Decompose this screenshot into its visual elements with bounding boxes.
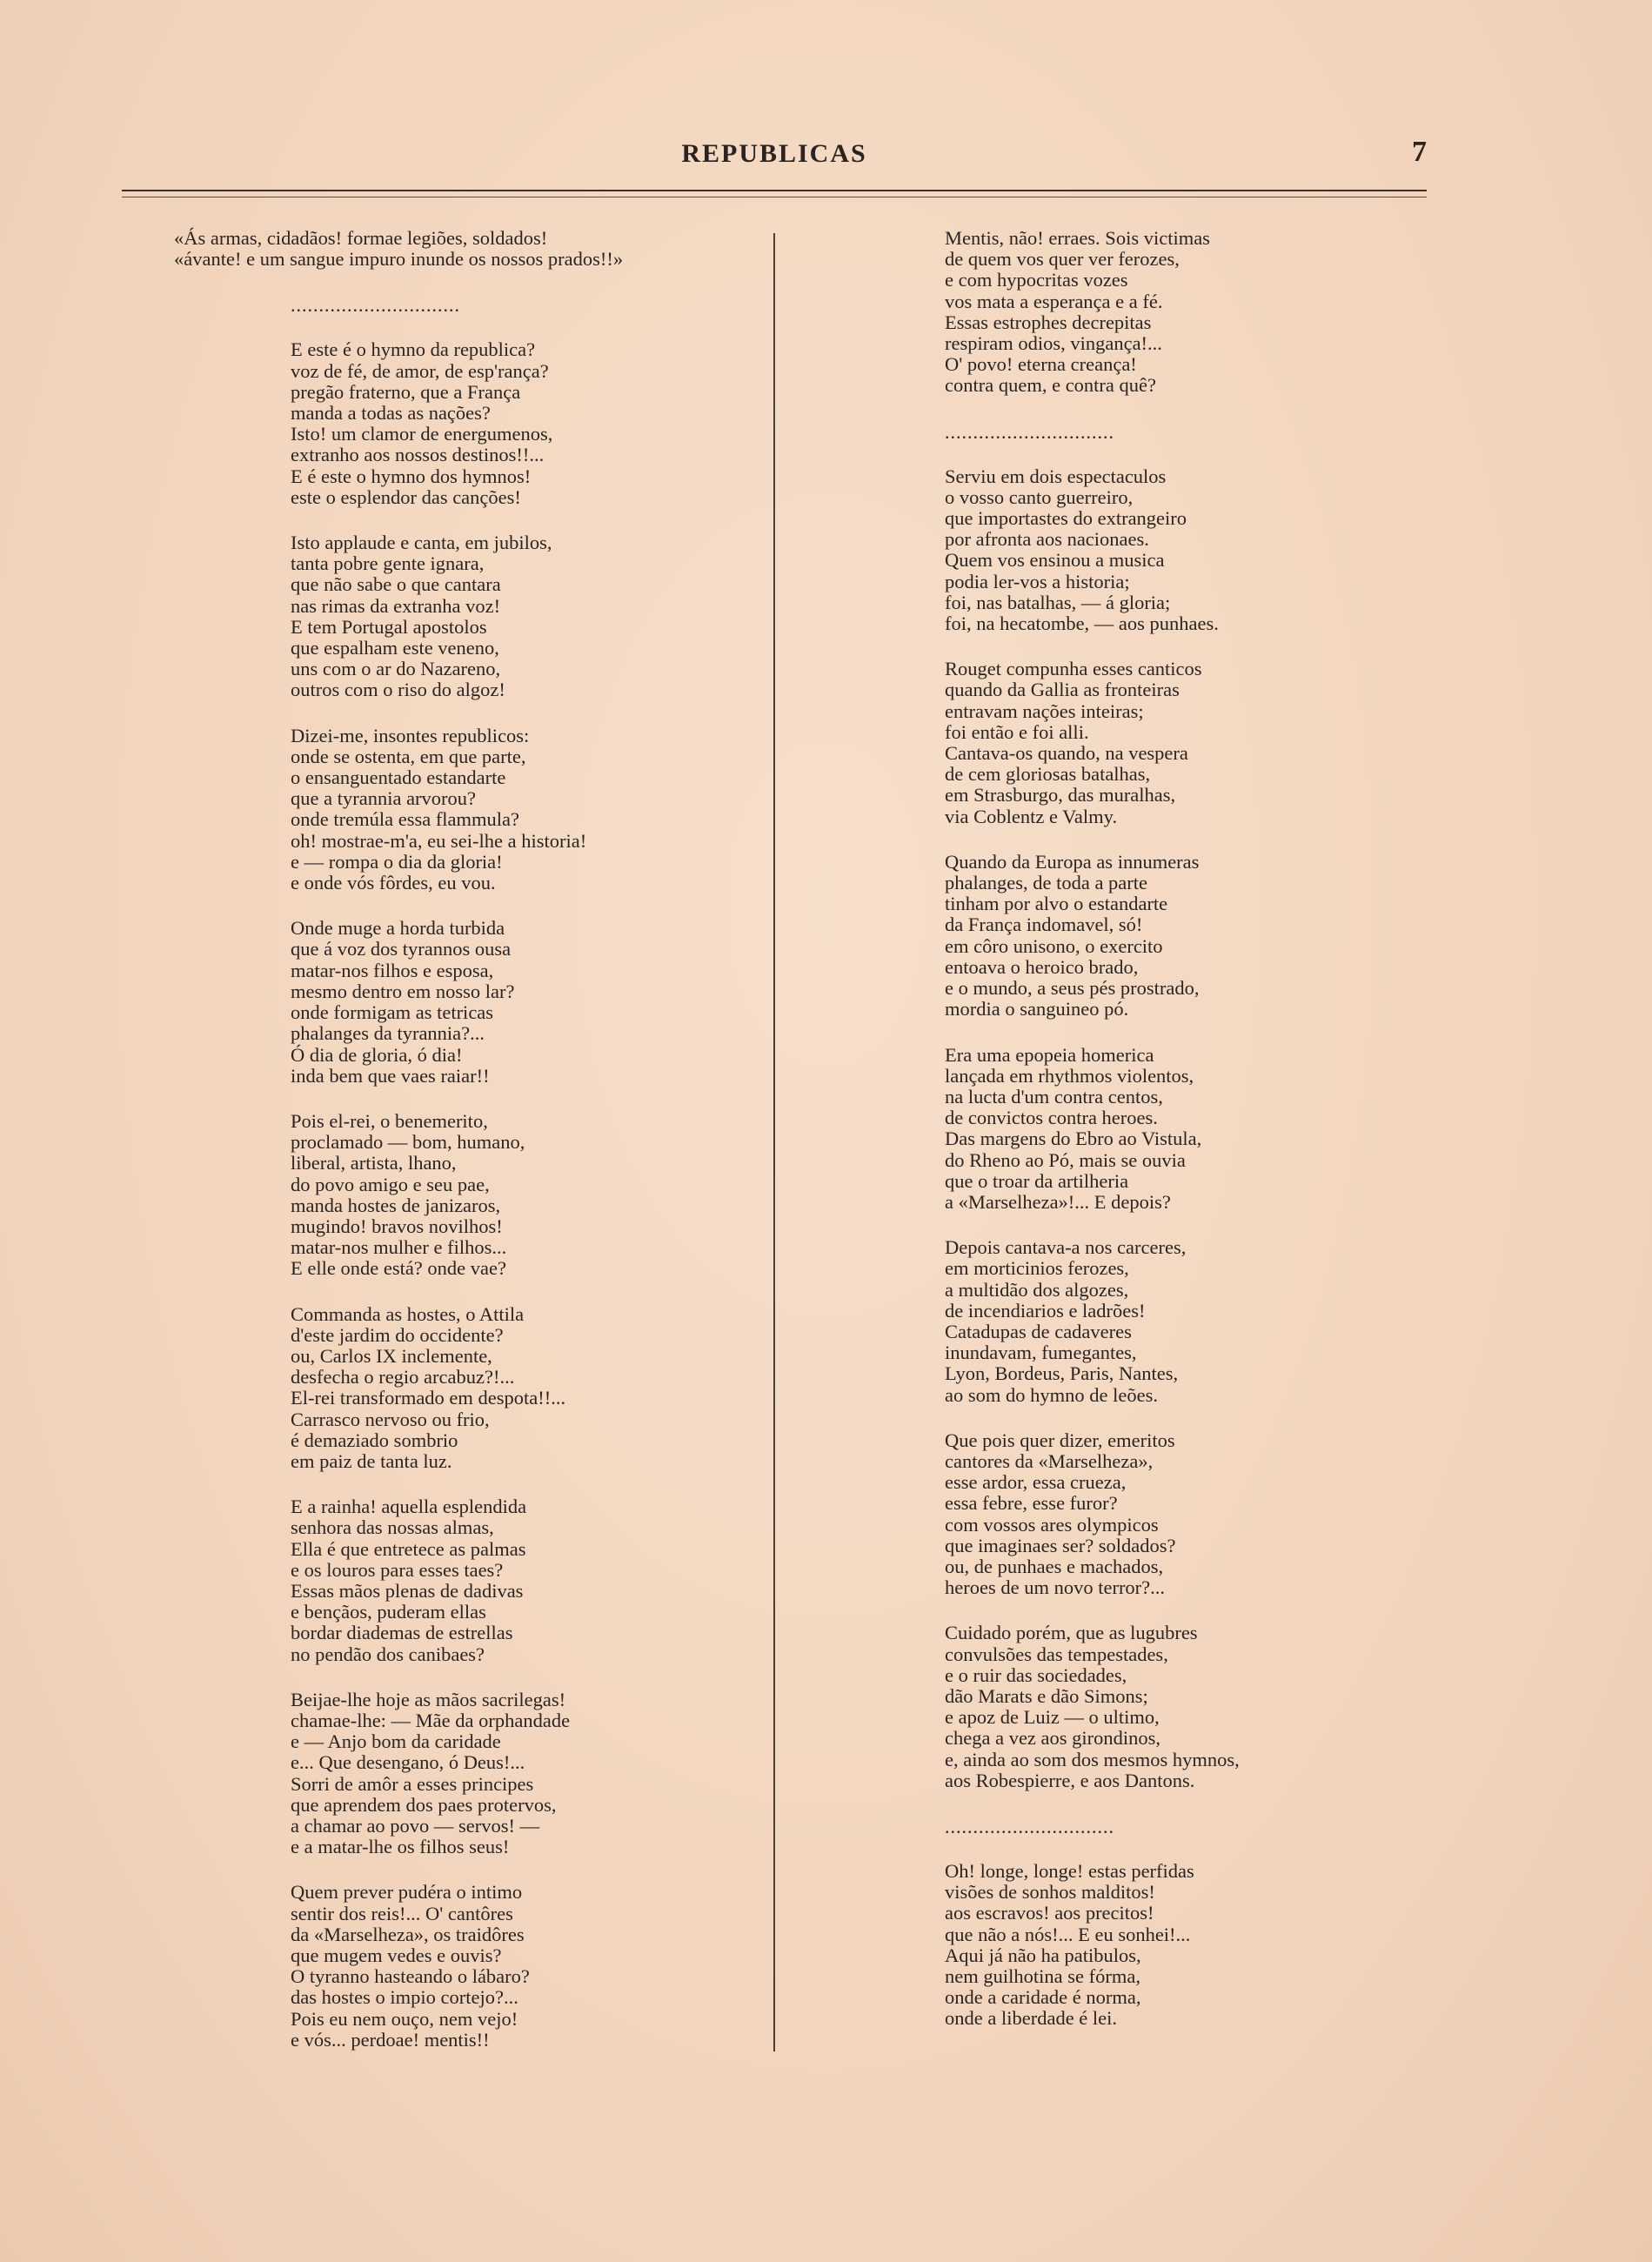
verse-line: em côro unisono, o exercito <box>945 934 1163 957</box>
verse-line: que aprendem dos paes protervos, <box>291 1793 557 1816</box>
verse-line: e — Anjo bom da caridade <box>291 1730 501 1753</box>
verse-line: Catadupas de cadaveres <box>945 1320 1132 1342</box>
verse-line: quando da Gallia as fronteiras <box>945 679 1180 701</box>
verse-line: ou, Carlos IX inclemente, <box>291 1344 492 1367</box>
stanza <box>291 1882 748 2051</box>
verse-line: bordar diademas de estrellas <box>291 1622 513 1644</box>
verse-line: O tyranno hasteando o lábaro? <box>291 1965 530 1988</box>
verse-line: a «Marselheza»!... E depois? <box>945 1190 1171 1213</box>
verse-line: e bençãos, puderam ellas <box>291 1601 486 1623</box>
verse-line: mesmo dentro em nosso lar? <box>291 980 515 1002</box>
verse-line: Quando da Europa as innumeras <box>945 850 1200 873</box>
verse-line: phalanges da tyrannia?... <box>291 1022 485 1045</box>
stanza <box>945 1430 1536 1599</box>
verse-line: esse ardor, essa crueza, <box>945 1471 1127 1494</box>
stanza <box>291 726 748 894</box>
stanza <box>945 1861 1536 2030</box>
verse-line: Essas mãos plenas de dadivas <box>291 1579 524 1602</box>
verse-line: ou, de punhaes e machados, <box>945 1555 1164 1577</box>
stanza <box>291 1304 748 1473</box>
stanza <box>291 1496 748 1665</box>
stanza <box>945 466 1536 635</box>
verse-line: E tem Portugal apostolos <box>291 615 487 638</box>
stanza <box>291 532 748 701</box>
verse-line: liberal, artista, lhano, <box>291 1152 457 1174</box>
verse-line: Serviu em dois espectaculos <box>945 465 1167 487</box>
verse-line: no pendão dos canibaes? <box>291 1643 485 1665</box>
verse-line: que importastes do extrangeiro <box>945 507 1187 530</box>
verse-line: e o ruir das sociedades, <box>945 1663 1127 1686</box>
verse-line: voz de fé, de amor, de esp'rança? <box>291 359 549 382</box>
verse-line: Era uma epopeia homerica <box>945 1043 1154 1066</box>
stanza <box>945 1237 1536 1406</box>
verse-line: entoava o heroico brado, <box>945 955 1139 978</box>
poem-stanzas-right-b <box>945 466 1536 1791</box>
verse-line: vos mata a esperança e a fé. <box>945 290 1163 312</box>
verse-line: manda hostes de janizaros, <box>291 1194 501 1216</box>
verse-line: e onde vós fôrdes, eu vou. <box>291 872 496 894</box>
verse-line: cantores da «Marselheza», <box>945 1449 1154 1472</box>
verse-line: mugindo! bravos novilhos! <box>291 1215 503 1237</box>
verse-line: Pois el-rei, o benemerito, <box>291 1109 488 1132</box>
verse-line: a multidão dos algozes, <box>945 1278 1129 1301</box>
verse-line: podia ler-vos a historia; <box>945 570 1130 592</box>
verse-line: oh! mostrae-m'a, eu sei-lhe a historia! <box>291 829 587 852</box>
verse-line: e apoz de Luiz — o ultimo, <box>945 1706 1160 1729</box>
verse-line: Ó dia de gloria, ó dia! <box>291 1043 463 1066</box>
verse-line: na lucta d'um contra centos, <box>945 1085 1163 1108</box>
verse-line: foi, na hecatombe, — aos punhaes. <box>945 612 1219 635</box>
verse-line: aos Robespierre, e aos Dantons. <box>945 1769 1195 1791</box>
verse-line: que á voz dos tyrannos ousa <box>291 938 512 960</box>
verse-line: proclamado — bom, humano, <box>291 1131 525 1154</box>
ellipsis-separator: .............................. <box>291 294 460 317</box>
verse-line: onde a caridade é norma, <box>945 1986 1141 2009</box>
verse-line: entravam nações inteiras; <box>945 699 1144 722</box>
verse-line: que espalham este veneno, <box>291 637 499 659</box>
verse-line: dão Marats e dão Simons; <box>945 1684 1148 1707</box>
verse-line: e a matar-lhe os filhos seus! <box>291 1836 510 1858</box>
verse-line: onde a liberdade é lei. <box>945 2007 1118 2030</box>
poem-stanzas-right-a <box>945 228 1536 397</box>
stanza <box>945 852 1536 1021</box>
verse-line: foi então e foi alli. <box>945 720 1089 743</box>
verse-line: Quem prever pudéra o intimo <box>291 1881 523 1904</box>
verse-line: sentir dos reis!... O' cantôres <box>291 1902 513 1924</box>
ellipsis-separator: .............................. <box>945 420 1114 443</box>
verse-line: visões de sonhos malditos! <box>945 1881 1155 1904</box>
left-column <box>174 228 748 2075</box>
verse-line: nem guilhotina se fórma, <box>945 1965 1140 1988</box>
verse-line: a chamar ao povo — servos! — <box>291 1815 540 1837</box>
verse-line: este o esplendor das canções! <box>291 485 521 508</box>
verse-line: é demaziado sombrio <box>291 1429 458 1451</box>
verse-line: de convictos contra heroes. <box>945 1107 1158 1129</box>
verse-line: senhora das nossas almas, <box>291 1516 494 1539</box>
verse-line: tanta pobre gente ignara, <box>291 552 485 575</box>
verse-line: «ávante! e um sangue impuro inunde os nossos prados!!» <box>174 248 624 271</box>
verse-line: Lyon, Bordeus, Paris, Nantes, <box>945 1362 1179 1385</box>
verse-line: convulsões das tempestades, <box>945 1643 1168 1665</box>
verse-line: Pois eu nem ouço, nem vejo! <box>291 2007 518 2030</box>
verse-line: com vossos ares olympicos <box>945 1513 1159 1536</box>
verse-line: que o troar da artilheria <box>945 1169 1129 1192</box>
verse-line: lançada em rhythmos violentos, <box>945 1064 1194 1087</box>
stanza <box>291 1690 748 1858</box>
verse-line: tinham por alvo o estandarte <box>945 893 1168 915</box>
stanza <box>291 339 748 508</box>
verse-line: e, ainda ao som dos mesmos hymnos, <box>945 1748 1240 1770</box>
verse-line: foi, nas batalhas, — á gloria; <box>945 591 1171 613</box>
poem-stanzas-left <box>174 339 748 2051</box>
verse-line: Que pois quer dizer, emeritos <box>945 1429 1175 1451</box>
stanza <box>291 918 748 1087</box>
verse-line: E é este o hymno dos hymnos! <box>291 465 532 487</box>
stanza <box>945 659 1536 827</box>
verse-line: que imaginaes ser? soldados? <box>945 1534 1176 1556</box>
verse-line: heroes de um novo terror?... <box>945 1576 1166 1599</box>
verse-line: «Ás armas, cidadãos! formae legiões, soldados! <box>174 227 548 249</box>
column-divider <box>773 233 775 2051</box>
verse-line: o ensanguentado estandarte <box>291 766 506 789</box>
verse-line: Carrasco nervoso ou frio, <box>291 1408 490 1430</box>
verse-line: Das margens do Ebro ao Vistula, <box>945 1128 1202 1150</box>
verse-line: Isto! um clamor de energumenos, <box>291 423 553 445</box>
verse-line: E este é o hymno da republica? <box>291 338 536 361</box>
verse-line: inundavam, fumegantes, <box>945 1342 1137 1364</box>
verse-line: desfecha o regio arcabuz?!... <box>291 1366 515 1389</box>
verse-line: e o mundo, a seus pés prostrado, <box>945 977 1200 1000</box>
verse-line: contra quem, e contra quê? <box>945 374 1157 397</box>
verse-line: ao som do hymno de leões. <box>945 1383 1158 1406</box>
verse-line: em morticinios ferozes, <box>945 1257 1129 1280</box>
verse-line: e vós... perdoae! mentis!! <box>291 2028 490 2051</box>
verse-line: d'este jardim do occidente? <box>291 1323 504 1346</box>
verse-line: e — rompa o dia da gloria! <box>291 850 503 873</box>
verse-line: onde formigam as tetricas <box>291 1001 494 1024</box>
verse-line: manda a todas as nações? <box>291 402 491 425</box>
verse-line: das hostes o impio cortejo?... <box>291 1986 518 2009</box>
stanza <box>945 228 1536 397</box>
verse-line: Essas estrophes decrepitas <box>945 311 1152 333</box>
verse-line: que mugem vedes e ouvis? <box>291 1944 502 1967</box>
verse-line: Oh! longe, longe! estas perfidas <box>945 1860 1194 1882</box>
verse-line: e... Que desengano, ó Deus!... <box>291 1751 525 1774</box>
verse-line: aos escravos! aos precitos! <box>945 1902 1154 1924</box>
verse-line: chamae-lhe: — Mãe da orphandade <box>291 1709 571 1731</box>
poem-stanzas-right-c <box>945 1861 1536 2030</box>
verse-line: E elle onde está? onde vae? <box>291 1257 506 1280</box>
verse-line: uns com o ar do Nazareno, <box>291 658 501 680</box>
verse-line: Dizei-me, insontes republicos: <box>291 724 530 746</box>
verse-line: chega a vez aos girondinos, <box>945 1727 1161 1750</box>
stanza <box>945 1045 1536 1214</box>
verse-line: onde tremúla essa flammula? <box>291 808 520 831</box>
verse-line: El-rei transformado em despota!!... <box>291 1387 566 1409</box>
verse-line: por afronta aos nacionaes. <box>945 528 1149 551</box>
verse-line: Aqui já não ha patibulos, <box>945 1944 1141 1966</box>
verse-line: que não sabe o que cantara <box>291 573 501 596</box>
verse-line: Onde muge a horda turbida <box>291 917 505 940</box>
verse-line: da França indomavel, só! <box>945 914 1143 936</box>
verse-line: via Coblentz e Valmy. <box>945 805 1118 827</box>
verse-line: do Rheno ao Pó, mais se ouvia <box>945 1148 1186 1171</box>
verse-line: Sorri de amôr a esses principes <box>291 1772 534 1795</box>
verse-line: matar-nos filhos e esposa, <box>291 959 494 981</box>
stanza <box>291 1111 748 1280</box>
verse-line: Beijae-lhe hoje as mãos sacrilegas! <box>291 1688 566 1710</box>
verse-line: de quem vos quer ver ferozes, <box>945 248 1180 271</box>
epigraph <box>174 228 748 270</box>
verse-line: Commanda as hostes, o Attila <box>291 1302 525 1325</box>
verse-line: inda bem que vaes raiar!! <box>291 1064 490 1087</box>
verse-line: respiram odios, vingança!... <box>945 332 1162 355</box>
page-header <box>122 130 1427 183</box>
verse-line: o vosso canto guerreiro, <box>945 485 1134 508</box>
verse-line: Rouget compunha esses canticos <box>945 658 1202 680</box>
verse-line: que a tyrannia arvorou? <box>291 787 477 810</box>
right-column <box>945 228 1536 2054</box>
verse-line: e os louros para esses taes? <box>291 1558 504 1581</box>
verse-line: em paiz de tanta luz. <box>291 1449 452 1472</box>
header-rule <box>122 190 1427 191</box>
verse-line: mordia o sanguineo pó. <box>945 998 1129 1021</box>
ellipsis-separator: .............................. <box>945 1816 1114 1837</box>
verse-line: Mentis, não! erraes. Sois victimas <box>945 227 1210 249</box>
running-title: REPUBLICAS <box>681 139 867 168</box>
verse-line: em Strasburgo, das muralhas, <box>945 784 1176 806</box>
verse-line: Quem vos ensinou a musica <box>945 549 1165 572</box>
verse-line: que não a nós!... E eu sonhei!... <box>945 1923 1191 1945</box>
verse-line: Cuidado porém, que as lugubres <box>945 1622 1198 1644</box>
verse-line: outros com o riso do algoz! <box>291 679 505 701</box>
verse-line: pregão fraterno, que a França <box>291 380 521 403</box>
verse-line: de incendiarios e ladrões! <box>945 1299 1146 1322</box>
verse-line: Isto applaude e canta, em jubilos, <box>291 532 552 554</box>
verse-line: Depois cantava-a nos carceres, <box>945 1236 1187 1259</box>
verse-line: O' povo! eterna creança! <box>945 353 1137 376</box>
verse-line: E a rainha! aquella esplendida <box>291 1496 527 1518</box>
verse-line: matar-nos mulher e filhos... <box>291 1236 507 1259</box>
page-number: 7 <box>1412 136 1427 168</box>
verse-line: Cantava-os quando, na vespera <box>945 742 1188 765</box>
verse-line: e com hypocritas vozes <box>945 269 1128 291</box>
verse-line: extranho aos nossos destinos!!... <box>291 444 545 466</box>
stanza <box>945 1623 1536 1791</box>
verse-line: essa febre, esse furor? <box>945 1492 1118 1515</box>
verse-line: da «Marselheza», os traidôres <box>291 1923 525 1945</box>
verse-line: nas rimas da extranha voz! <box>291 594 501 617</box>
verse-line: Ella é que entretece as palmas <box>291 1537 526 1560</box>
verse-line: phalanges, de toda a parte <box>945 872 1148 894</box>
verse-line: onde se ostenta, em que parte, <box>291 745 526 767</box>
verse-line: de cem gloriosas batalhas, <box>945 763 1151 786</box>
verse-line: do povo amigo e seu pae, <box>291 1173 490 1195</box>
